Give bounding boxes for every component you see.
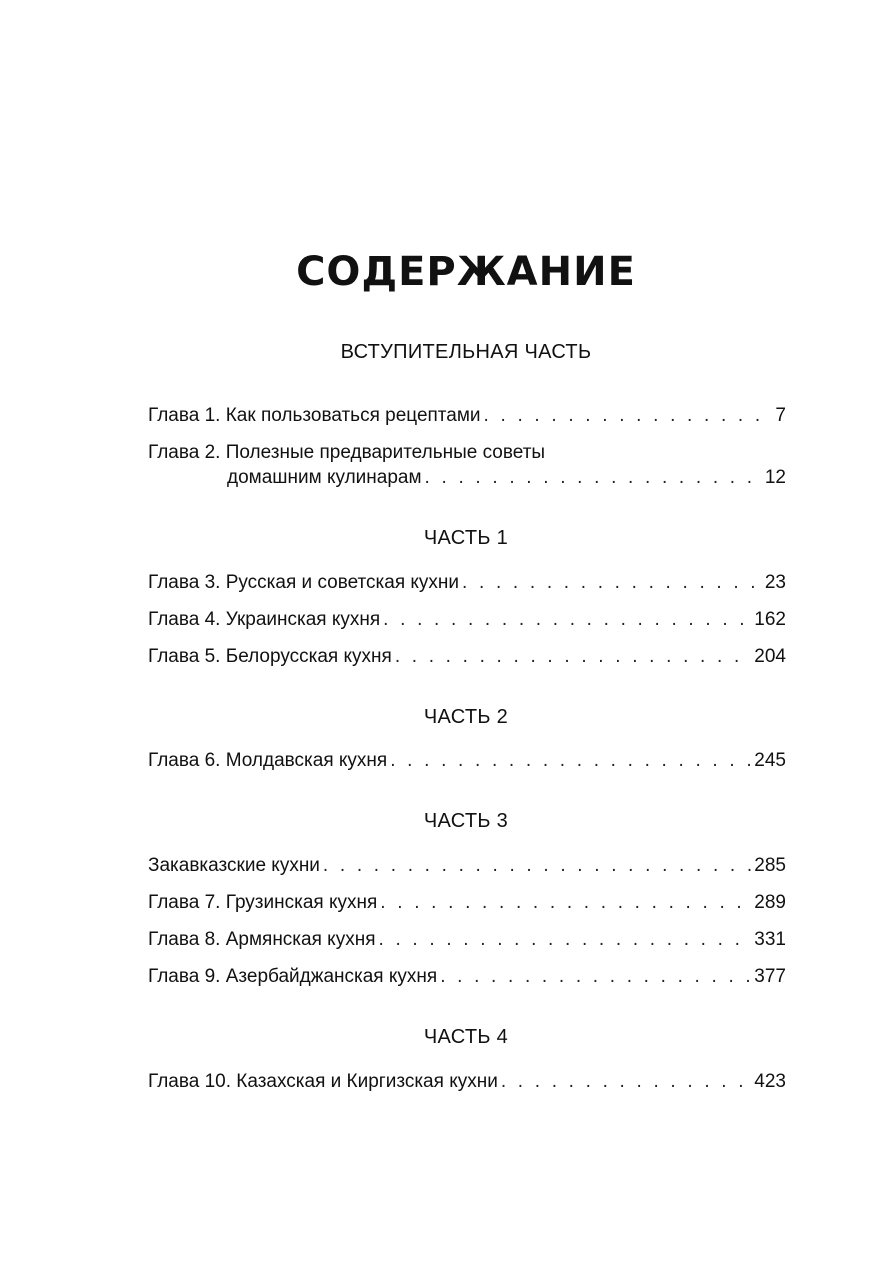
toc-entry-label: Глава 8. Армянская кухня xyxy=(148,929,376,950)
toc-entry-page: 289 xyxy=(754,892,786,913)
dot-leader xyxy=(323,854,751,878)
toc-entry-page: 23 xyxy=(764,572,786,593)
toc-entry-label: Глава 9. Азербайджанская кухня xyxy=(148,966,438,987)
toc-entry-chapter-9[interactable] xyxy=(148,965,786,989)
toc-entry-page: 423 xyxy=(754,1071,786,1092)
toc-entry-transcaucasian[interactable] xyxy=(148,854,786,878)
toc-entry-chapter-7[interactable] xyxy=(148,891,786,915)
dot-leader xyxy=(383,608,751,632)
toc-entry-label: Закавказские кухни xyxy=(148,855,320,876)
toc-entry-label: Глава 1. Как пользоваться рецептами xyxy=(148,405,481,426)
toc-entry-label: Глава 4. Украинская кухня xyxy=(148,609,381,630)
dot-leader xyxy=(501,1070,751,1094)
dot-leader xyxy=(484,404,773,428)
toc-entry-page: 7 xyxy=(775,405,786,426)
section-heading-part-2: ЧАСТЬ 2 xyxy=(423,706,509,728)
toc-entry-chapter-2-line1[interactable]: Глава 2. Полезные предварительные советы xyxy=(148,442,546,463)
toc-entry-page: 12 xyxy=(764,467,786,488)
toc-entry-chapter-1[interactable] xyxy=(148,404,786,428)
page-title: СОДЕРЖАНИЕ xyxy=(296,249,636,295)
dot-leader xyxy=(462,571,762,595)
toc-entry-chapter-4[interactable] xyxy=(148,608,786,632)
toc-entry-page: 331 xyxy=(754,929,786,950)
section-heading-intro: ВСТУПИТЕЛЬНАЯ ЧАСТЬ xyxy=(340,341,592,363)
dot-leader xyxy=(425,466,762,490)
toc-entry-label: домашним кулинарам xyxy=(227,467,422,488)
section-heading-part-4: ЧАСТЬ 4 xyxy=(423,1026,509,1048)
toc-entry-chapter-6[interactable] xyxy=(148,749,786,773)
toc-entry-label: Глава 10. Казахская и Киргизская кухни xyxy=(148,1071,498,1092)
dot-leader xyxy=(390,749,751,773)
toc-entry-chapter-10[interactable] xyxy=(148,1070,786,1094)
toc-entry-label: Глава 6. Молдавская кухня xyxy=(148,750,388,771)
toc-entry-page: 377 xyxy=(754,966,786,987)
dot-leader xyxy=(395,645,751,669)
dot-leader xyxy=(440,965,751,989)
toc-entry-label: Глава 5. Белорусская кухня xyxy=(148,646,392,667)
dot-leader xyxy=(380,891,751,915)
toc-entry-page: 204 xyxy=(754,646,786,667)
dot-leader xyxy=(378,928,751,952)
toc-entry-chapter-5[interactable] xyxy=(148,645,786,669)
toc-entry-label: Глава 3. Русская и советская кухни xyxy=(148,572,460,593)
toc-entry-page: 285 xyxy=(754,855,786,876)
section-heading-part-1: ЧАСТЬ 1 xyxy=(423,527,509,549)
toc-entry-page: 162 xyxy=(754,609,786,630)
toc-entry-page: 245 xyxy=(754,750,786,771)
toc-entry-chapter-2[interactable] xyxy=(227,466,786,490)
toc-entry-label: Глава 7. Грузинская кухня xyxy=(148,892,378,913)
toc-entry-chapter-3[interactable] xyxy=(148,571,786,595)
section-heading-part-3: ЧАСТЬ 3 xyxy=(423,810,509,832)
toc-entry-chapter-8[interactable] xyxy=(148,928,786,952)
